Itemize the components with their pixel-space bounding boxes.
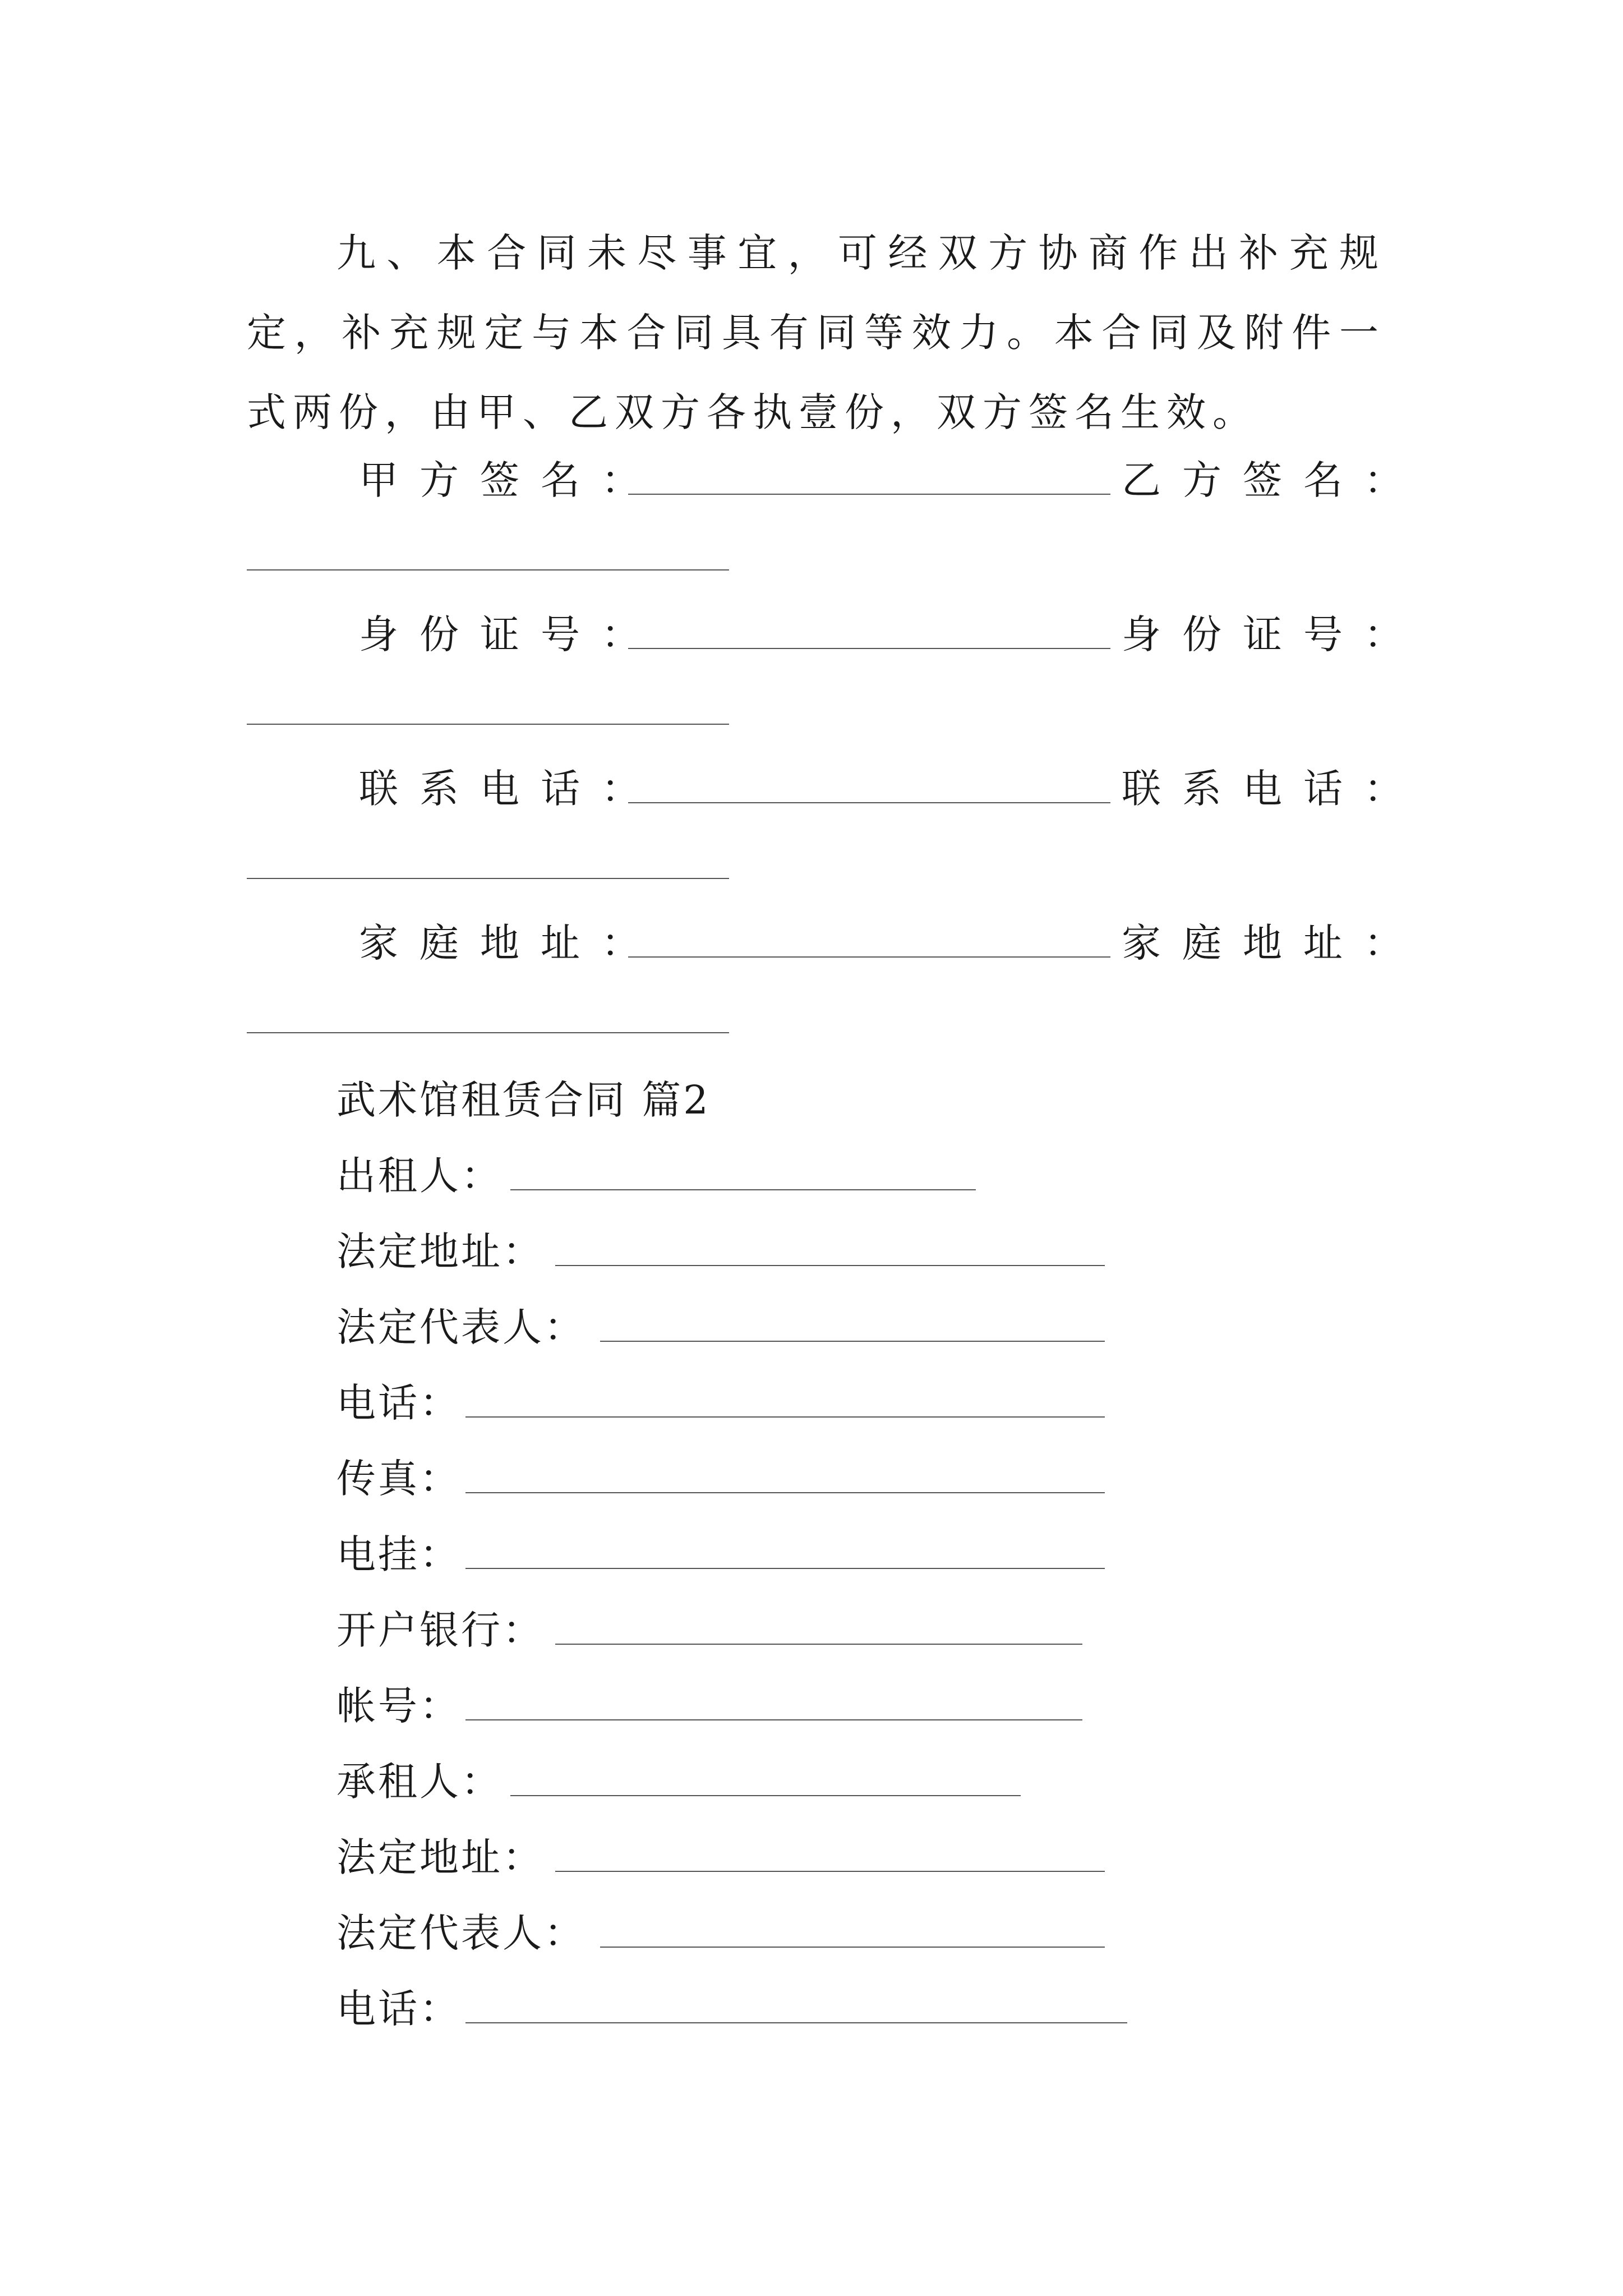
party-a-id-label: 身份证号： bbox=[359, 611, 662, 657]
lessor-legal-address-label: 法定地址： bbox=[336, 1228, 544, 1274]
lessee-phone-blank bbox=[465, 2022, 1127, 2023]
lessor-account-blank bbox=[465, 1719, 1082, 1720]
party-a-address-blank bbox=[628, 956, 1110, 958]
lessee-legal-rep-label: 法定代表人： bbox=[336, 1910, 585, 1956]
lessor-legal-rep-blank bbox=[600, 1341, 1105, 1342]
lessor-bank-blank bbox=[555, 1644, 1082, 1645]
lessor-telex-label: 电挂： bbox=[336, 1531, 461, 1577]
lessor-bank-label: 开户银行： bbox=[336, 1607, 544, 1653]
party-a-address-label: 家庭地址： bbox=[359, 920, 662, 966]
lessor-telex-blank bbox=[465, 1568, 1105, 1569]
lessor-phone-blank bbox=[465, 1416, 1105, 1418]
lessee-legal-address-label: 法定地址： bbox=[336, 1834, 544, 1880]
lessor-legal-address-blank bbox=[555, 1265, 1105, 1266]
party-a-signature-label: 甲方签名： bbox=[359, 457, 662, 503]
party-a-phone-label: 联系电话： bbox=[359, 766, 662, 812]
party-b-phone-label: 联系电话： bbox=[1122, 766, 1424, 812]
lessor-phone-label: 电话： bbox=[336, 1380, 461, 1426]
clause-nine-paragraph: 九、本合同未尽事宜，可经双方协商作出补充规定，补充规定与本合同具有同等效力。本合同及附件一式两份，由甲、乙双方各执壹份，双方签名生效。 bbox=[247, 230, 1385, 435]
party-b-phone-blank bbox=[247, 878, 729, 879]
party-b-id-blank bbox=[247, 724, 729, 725]
lessee-legal-rep-blank bbox=[600, 1947, 1105, 1948]
party-a-signature-blank bbox=[628, 494, 1110, 495]
section-title: 武术馆租赁合同 篇2 bbox=[336, 1077, 711, 1123]
party-a-phone-blank bbox=[628, 802, 1110, 803]
party-b-signature-blank bbox=[247, 569, 729, 570]
lessor-fax-label: 传真： bbox=[336, 1456, 461, 1502]
lessee-name-label: 承租人： bbox=[336, 1759, 502, 1805]
lessor-name-blank bbox=[510, 1189, 976, 1190]
lessee-phone-label: 电话： bbox=[336, 1986, 461, 2032]
party-a-id-blank bbox=[628, 648, 1110, 649]
lessor-legal-rep-label: 法定代表人： bbox=[336, 1304, 585, 1350]
lessor-fax-blank bbox=[465, 1492, 1105, 1493]
party-b-signature-label: 乙方签名： bbox=[1122, 457, 1424, 503]
lessor-name-label: 出租人： bbox=[336, 1153, 502, 1199]
lessee-legal-address-blank bbox=[555, 1871, 1105, 1872]
lessee-name-blank bbox=[510, 1795, 1021, 1796]
lessor-account-label: 帐号： bbox=[336, 1683, 461, 1729]
party-b-address-blank bbox=[247, 1032, 729, 1033]
party-b-id-label: 身份证号： bbox=[1122, 611, 1424, 657]
party-b-address-label: 家庭地址： bbox=[1122, 920, 1424, 966]
